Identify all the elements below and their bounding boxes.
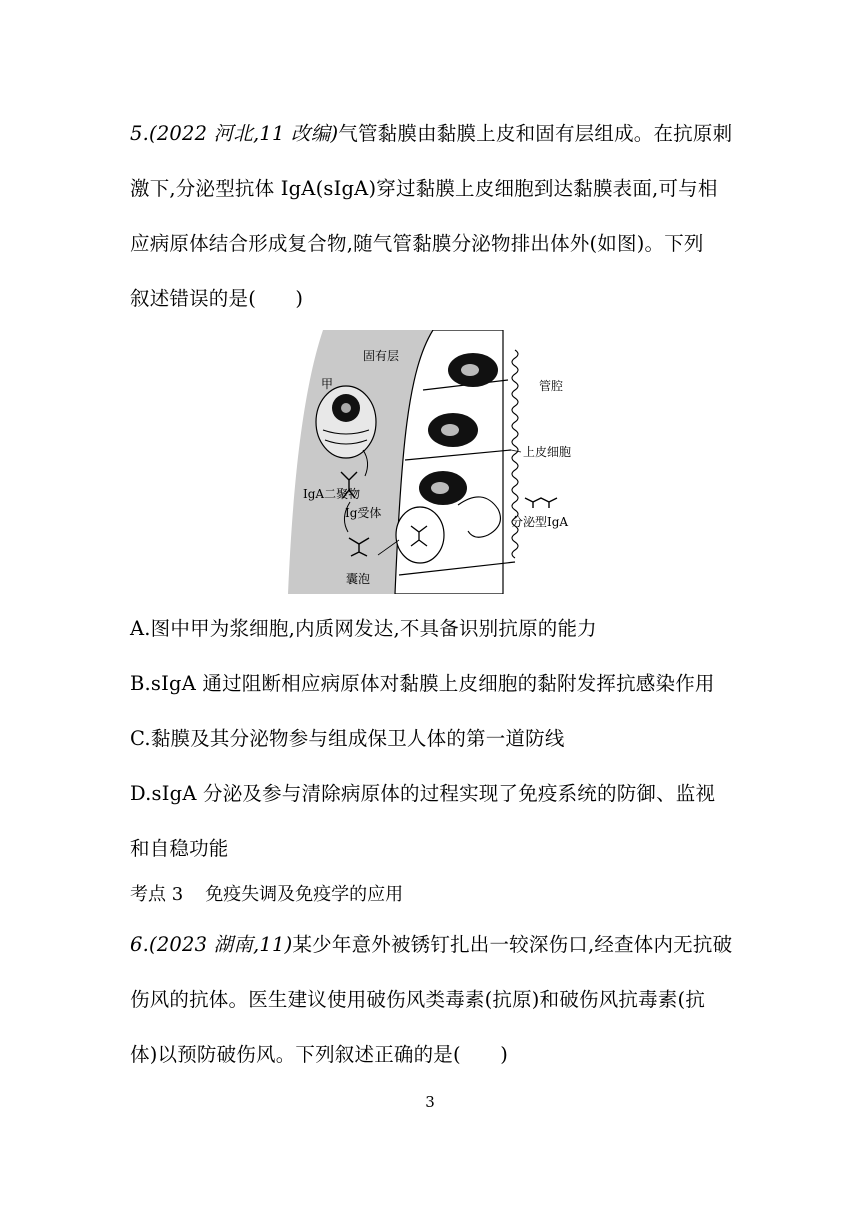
question-6-text-1: 某少年意外被锈钉扎出一较深伤口,经查体内无抗破	[292, 933, 733, 956]
option-c: C.黏膜及其分泌物参与组成保卫人体的第一道防线	[130, 727, 565, 750]
question-5-line-2: 激下,分泌型抗体 IgA(sIgA)穿过黏膜上皮细胞到达黏膜表面,可与相	[130, 177, 718, 200]
question-5-line-4: 叙述错误的是( )	[130, 287, 304, 310]
label-lumen: 管腔	[539, 379, 564, 393]
section-title: 免疫失调及免疫学的应用	[205, 884, 404, 905]
question-6-source: 6.(2023 湖南,11)	[130, 933, 293, 956]
mucosa-diagram	[283, 330, 593, 594]
question-6-line-2: 伤风的抗体。医生建议使用破伤风类毒素(抗原)和破伤风抗毒素(抗	[130, 988, 706, 1011]
label-ig-receptor: Ig受体	[345, 506, 382, 520]
nucleolus	[461, 364, 479, 376]
vesicle	[396, 507, 444, 563]
question-6-line-3: 体)以预防破伤风。下列叙述正确的是( )	[130, 1043, 509, 1066]
section-heading	[130, 880, 403, 910]
option-b: B.sIgA 通过阻断相应病原体对黏膜上皮细胞的黏附发挥抗感染作用	[130, 672, 715, 695]
label-lamina-propria: 固有层	[363, 349, 400, 363]
epithelial-pointer	[511, 450, 521, 452]
nucleolus	[441, 424, 459, 436]
label-secretory-iga: 分泌型IgA	[511, 515, 569, 529]
option-a: A.图中甲为浆细胞,内质网发达,不具备识别抗原的能力	[130, 617, 597, 640]
label-vesicle: 囊泡	[346, 572, 371, 586]
question-6-line-1	[130, 917, 733, 972]
question-5-line-3: 应病原体结合形成复合物,随气管黏膜分泌物排出体外(如图)。下列	[130, 232, 704, 255]
question-5-line-1	[130, 106, 733, 161]
label-jia: 甲	[321, 377, 334, 391]
question-5-text-1: 气管黏膜由黏膜上皮和固有层组成。在抗原刺	[338, 122, 733, 145]
plasma-cell-nucleolus	[341, 403, 351, 413]
option-d-line-1: D.sIgA 分泌及参与清除病原体的过程实现了免疫系统的防御、监视	[130, 782, 716, 805]
secretory-iga-icon	[525, 498, 557, 508]
nucleolus	[431, 482, 449, 494]
question-5-source: 5.(2022 河北,11 改编)	[130, 122, 339, 145]
option-d-line-2: 和自稳功能	[130, 837, 229, 860]
section-label: 考点 3	[130, 884, 184, 905]
label-iga-dimer: IgA二聚物	[303, 487, 361, 501]
label-epithelial-cell: 上皮细胞	[523, 445, 572, 459]
page-number: 3	[425, 1093, 435, 1111]
mucosa-diagram-svg	[283, 330, 593, 594]
